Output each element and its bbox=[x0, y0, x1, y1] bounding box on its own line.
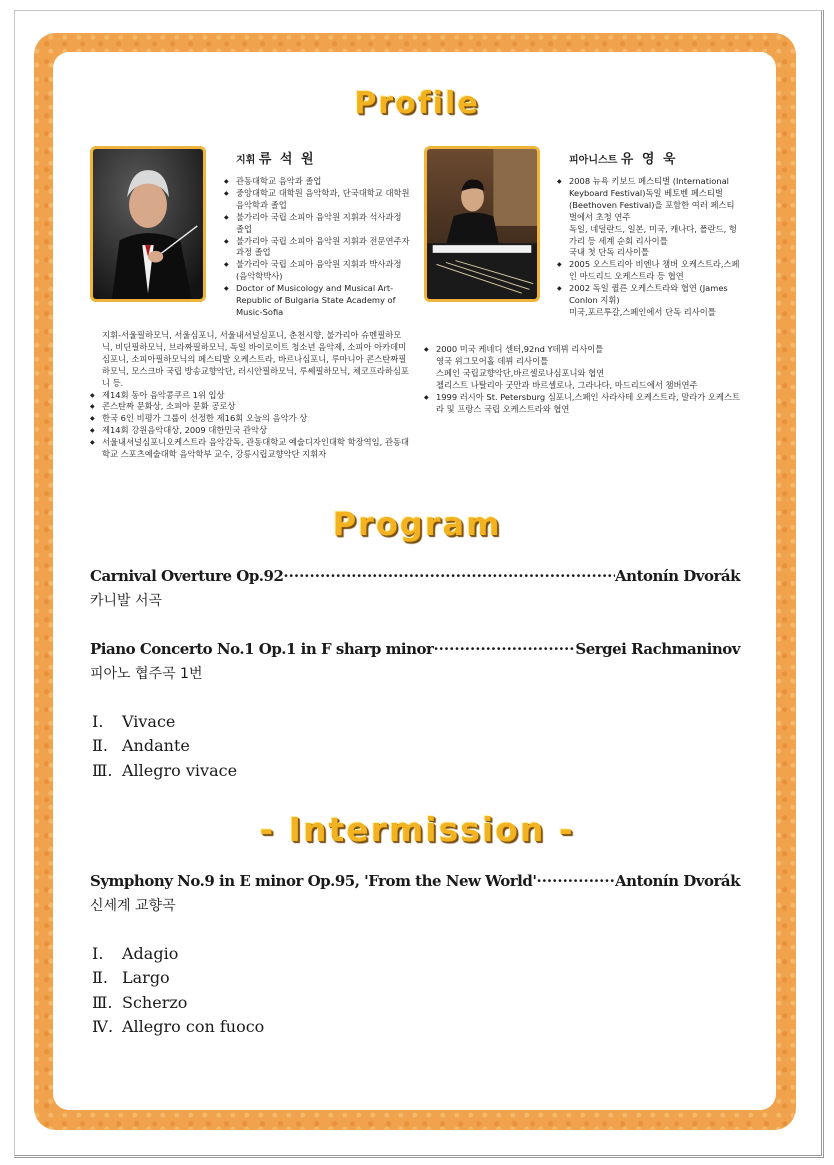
leader-dots bbox=[433, 640, 575, 658]
list-item: 첼리스트 나탈리아 굿만과 바르셀로나, 그라나다, 마드리드에서 챔버연주 bbox=[436, 379, 698, 390]
list-item bbox=[92, 966, 264, 990]
list-item: ◆ 콘스탄짜 문화상, 소피아 문화 공로상 bbox=[90, 401, 410, 413]
pianist-name-text: 유 영 욱 bbox=[620, 152, 678, 167]
list-item bbox=[92, 991, 264, 1015]
movement-name: Largo bbox=[122, 968, 170, 988]
list-item: ◆ 불가리아 국립 소피아 음악원 지휘과 전문연주자 과정 졸업 bbox=[224, 236, 410, 260]
list-item: ◆ 관동대학교 음악과 졸업 bbox=[224, 176, 410, 188]
list-item: 미국,포르투갈,스페인에서 단독 리사이틀 bbox=[569, 306, 716, 317]
movement-number: Ⅲ. bbox=[92, 760, 113, 780]
list-item: ◆ 1999 러시아 St. Petersburg 심포니,스페인 사라사테 오케스트라, 말라가 오케스트라 및 프랑스 국립 오케스트라와 협연 bbox=[424, 392, 744, 416]
work-title: Carnival Overture Op.92 bbox=[90, 567, 284, 585]
program-work-3 bbox=[90, 872, 740, 915]
list-item: 독일, 네덜란드, 일본, 미국, 캐나다, 폴란드, 헝가리 등 세계 순회 리사이틀 bbox=[569, 223, 737, 246]
movement-number: Ⅱ. bbox=[92, 968, 108, 988]
list-item bbox=[92, 759, 237, 783]
work-korean-title: 카니발 서곡 bbox=[90, 593, 163, 609]
movement-number: Ⅳ. bbox=[92, 1016, 114, 1036]
conductor-bio-list bbox=[224, 176, 410, 319]
pianist-career-list bbox=[424, 344, 744, 415]
movements-list-2 bbox=[92, 942, 264, 1039]
list-item bbox=[92, 710, 237, 734]
movement-name: Adagio bbox=[122, 944, 179, 963]
list-item: ◆ 제14회 강원음악대상, 2009 대한민국 관악상 bbox=[90, 425, 410, 437]
program-heading: Program bbox=[332, 505, 502, 543]
list-item bbox=[92, 942, 264, 966]
movement-name: Allegro con fuoco bbox=[122, 1016, 265, 1036]
list-item: ◆ 2005 오스트리아 비엔나 챔버 오케스트라,스페인 마드리드 오케스트라 등 협연 bbox=[557, 259, 742, 283]
list-item bbox=[92, 1015, 264, 1039]
pianist-bio-list bbox=[557, 176, 742, 319]
profile-heading: Profile bbox=[354, 86, 480, 121]
work-composer: Sergei Rachmaninov bbox=[575, 640, 740, 658]
list-item: ◆ 2002 독일 퀼른 오케스트라와 협연 (James Conlon 지휘) bbox=[557, 283, 742, 307]
leader-dots bbox=[536, 872, 615, 890]
work-korean-title: 피아노 협주곡 1번 bbox=[90, 666, 203, 682]
conductor-role: 지휘 bbox=[236, 155, 256, 166]
list-item: ◆ 2008 뉴욕 키보드 페스티벌 (International Keyboard Festival)독일 베토벤 페스티벌 (Beethoven Festival)을 포함한 여러 페스티벌에서 초청 연주 bbox=[557, 176, 742, 224]
list-item: 스페인 국립교향악단,바르셀로나심포니와 협연 bbox=[436, 367, 605, 378]
work-composer: Antonín Dvorák bbox=[615, 567, 740, 585]
work-title: Piano Concerto No.1 Op.1 in F sharp minor bbox=[90, 640, 434, 658]
conductor-name bbox=[236, 148, 316, 167]
list-item: ◆ 한국 6인 비평가 그룹이 선정한 제16회 오늘의 음악가 상 bbox=[90, 413, 410, 425]
leader-dots bbox=[283, 567, 615, 585]
list-item: 지휘-서울필하모닉, 서울심포니, 서울내셔널심포니, 춘천시향, 불가리아 슈멘필하모닉, 비딘필하모닉, 브라짜필하모닉, 독일 바이로이트 청소년 음악제, 소피아 아카데미심포니, 소피아필하모닉의 페스티발 오케스트라, 바르나심포니, 루마니아 콘스탄짜필하모닉, 모스크바 국립 방송교향악단, 러시안필하모닉, 루쎄필하모닉, 체코프라하심포니 등. bbox=[102, 330, 409, 388]
movement-number: Ⅱ. bbox=[92, 736, 108, 756]
program-work-2 bbox=[90, 640, 740, 683]
list-item: ◆ 제14회 동아 음악콩쿠르 1위 입상 bbox=[90, 390, 410, 402]
work-korean-title: 신세계 교향곡 bbox=[90, 898, 176, 914]
pianist-photo bbox=[424, 146, 540, 302]
work-title: Symphony No.9 in E minor Op.95, 'From the New World' bbox=[90, 872, 537, 890]
list-item: 영국 위그모어홀 데뷔 리사이틀 bbox=[436, 355, 549, 366]
list-item: ◆ Doctor of Musicology and Musical Art-Republic of Bulgaria State Academy of Music-Sofia bbox=[224, 283, 410, 319]
movement-name: Andante bbox=[122, 736, 190, 756]
list-item: ◆ 2000 미국 케네디 센터,92nd Y데뷔 리사이틀 bbox=[424, 344, 744, 356]
conductor-photo bbox=[90, 146, 206, 302]
conductor-career-list bbox=[90, 330, 410, 461]
movements-list-1 bbox=[92, 710, 237, 783]
list-item bbox=[92, 734, 237, 758]
pianist-name bbox=[569, 148, 678, 167]
list-item: ◆ 중앙대학교 대학원 음악학과, 단국대학교 대학원 음악학과 졸업 bbox=[224, 188, 410, 212]
program-work-1 bbox=[90, 567, 740, 610]
movement-number: Ⅰ. bbox=[92, 944, 104, 963]
movement-name: Scherzo bbox=[122, 992, 188, 1012]
list-item: ◆ 불가리아 국립 소피아 음악원 지휘과 박사과정 (음악학박사) bbox=[224, 259, 410, 283]
movement-name: Vivace bbox=[122, 712, 176, 731]
work-composer: Antonín Dvorák bbox=[615, 872, 740, 890]
movement-number: Ⅰ. bbox=[92, 712, 104, 731]
list-item: 국내 첫 단독 리사이틀 bbox=[569, 247, 650, 258]
list-item: ◆ 불가리아 국립 소피아 음악원 지휘과 석사과정 졸업 bbox=[224, 212, 410, 236]
list-item: ◆ 서울내셔널심포니오케스트라 음악감독, 관동대학교 예술디자인대학 학장역임, 관동대학교 스포츠예술대학 음악학부 교수, 강릉시립교향악단 지휘자 bbox=[90, 437, 410, 461]
intermission-heading: - Intermission - bbox=[259, 810, 575, 849]
pianist-role: 피아니스트 bbox=[569, 155, 618, 166]
movement-number: Ⅲ. bbox=[92, 992, 113, 1012]
movement-name: Allegro vivace bbox=[122, 760, 238, 780]
conductor-name-text: 류 석 원 bbox=[258, 152, 316, 167]
